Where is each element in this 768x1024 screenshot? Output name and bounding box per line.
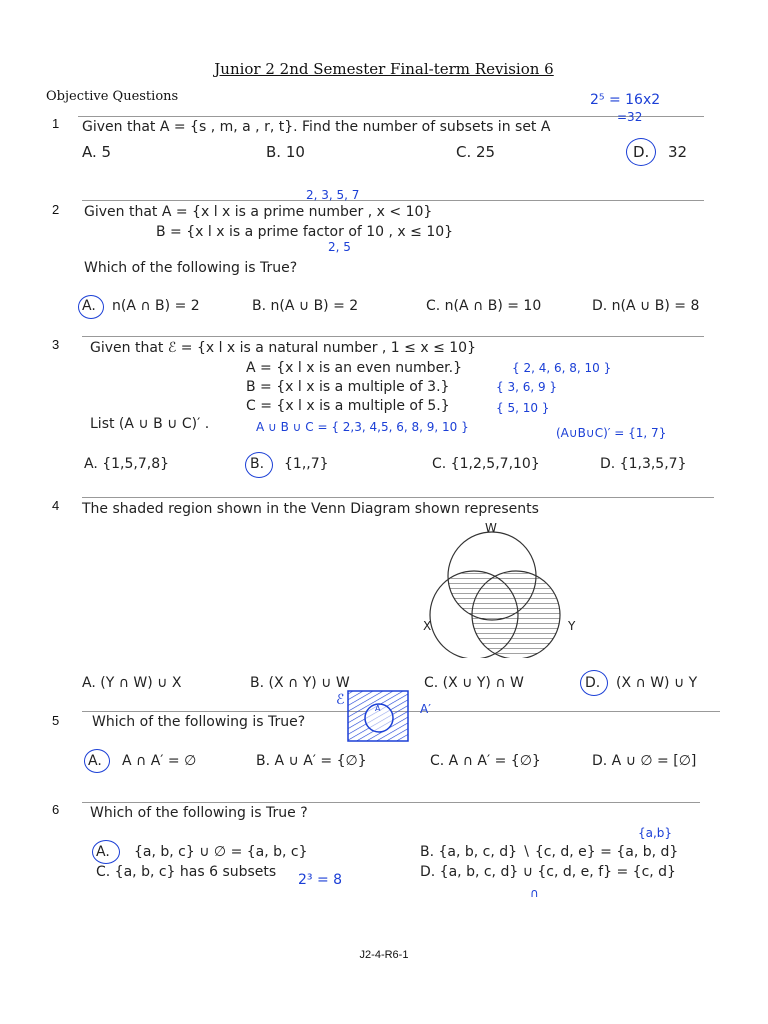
question-divider — [82, 200, 704, 201]
question-3-option-d: D. {1,3,5,7} — [600, 456, 687, 472]
question-5-option-c: C. A ∩ A′ = {∅} — [430, 753, 541, 769]
question-2-stem-line2: B = {x l x is a prime factor of 10 , x ≤ 10} — [156, 224, 454, 240]
question-3-option-b-text: {1,,7} — [284, 456, 329, 472]
question-5-option-d: D. A ∪ ∅ = [∅] — [592, 753, 697, 769]
question-number: 1 — [52, 116, 60, 131]
question-3-stem-line3: B = {x l x is a multiple of 3.} — [246, 379, 450, 395]
question-6-option-c: C. {a, b, c} has 6 subsets — [96, 864, 277, 880]
question-6-option-d: D. {a, b, c, d} ∪ {c, d, e, f} = {c, d} — [420, 864, 676, 880]
question-number: 6 — [52, 802, 60, 817]
handwritten-note: { 5, 10 } — [496, 401, 550, 415]
question-divider — [82, 802, 700, 803]
venn-label-x: X — [423, 619, 432, 633]
handwritten-note: 2, 5 — [328, 240, 351, 254]
handwritten-note: ℰ — [336, 692, 345, 708]
handwritten-note: 2⁵ = 16x2 — [590, 92, 661, 108]
handwritten-note: {a,b} — [638, 826, 673, 840]
question-1-option-a: A. 5 — [82, 143, 112, 161]
venn-label-w: W — [485, 521, 497, 535]
handwritten-note: 2, 3, 5, 7 — [306, 188, 360, 202]
question-number: 3 — [52, 337, 60, 352]
question-3-prompt: List (A ∪ B ∪ C)′ . — [90, 416, 210, 432]
handwritten-note: A ∪ B ∪ C = { 2,3, 4,5, 6, 8, 9, 10 } — [256, 420, 469, 434]
question-number: 4 — [52, 498, 60, 513]
venn-diagram — [410, 518, 610, 658]
question-divider — [78, 116, 704, 117]
question-3-option-c: C. {1,2,5,7,10} — [432, 456, 540, 472]
handwritten-note: ∩ — [530, 886, 539, 900]
question-3-stem-line4: C = {x l x is a multiple of 5.} — [246, 398, 450, 414]
handwritten-note: =32 — [617, 110, 643, 124]
question-2-stem-line1: Given that A = {x l x is a prime number , x < 10} — [84, 204, 433, 220]
question-6-option-b: B. {a, b, c, d} ∖ {c, d, e} = {a, b, d} — [420, 844, 679, 860]
question-3-stem-line2: A = {x l x is an even number.} — [246, 360, 463, 376]
page-footer: J2-4-R6-1 — [359, 949, 409, 961]
question-divider — [82, 336, 704, 337]
question-5-option-a-text: A ∩ A′ = ∅ — [122, 753, 197, 769]
set-a-label: A — [375, 704, 381, 713]
question-5-option-a-letter: A. — [88, 753, 102, 769]
question-divider — [82, 497, 714, 498]
question-3-option-a: A. {1,5,7,8} — [84, 456, 170, 472]
question-4-option-d-letter: D. — [585, 675, 601, 691]
question-3-option-b-letter: B. — [250, 456, 265, 472]
question-2-option-c: C. n(A ∩ B) = 10 — [426, 298, 542, 314]
question-2-option-a-letter: A. — [82, 298, 96, 314]
handwritten-note: { 3, 6, 9 } — [496, 380, 558, 394]
question-5-stem: Which of the following is True? — [92, 714, 306, 730]
question-6-option-a-text: {a, b, c} ∪ ∅ = {a, b, c} — [134, 844, 308, 860]
question-4-option-a: A. (Y ∩ W) ∪ X — [82, 675, 182, 691]
handwritten-venn-sketch — [346, 689, 412, 745]
question-1-option-c: C. 25 — [456, 143, 496, 161]
question-6-stem: Which of the following is True ? — [90, 805, 308, 821]
question-1-option-b: B. 10 — [266, 143, 305, 161]
question-4-option-c: C. (X ∪ Y) ∩ W — [424, 675, 524, 691]
question-4-option-b: B. (X ∩ Y) ∪ W — [250, 675, 350, 691]
question-number: 5 — [52, 713, 60, 728]
question-2-prompt: Which of the following is True? — [84, 260, 298, 276]
handwritten-note: A′ — [420, 702, 431, 716]
question-4-stem: The shaded region shown in the Venn Diagram shown represents — [82, 501, 539, 517]
question-3-stem-line1: Given that ℰ = {x l x is a natural number , 1 ≤ x ≤ 10} — [90, 340, 476, 356]
handwritten-note: { 2, 4, 6, 8, 10 } — [512, 361, 612, 375]
question-4-option-d-text: (X ∩ W) ∪ Y — [616, 675, 698, 691]
venn-label-y: Y — [568, 619, 576, 633]
question-1-stem: Given that A = {s , m, a , r, t}. Find the number of subsets in set A — [82, 119, 551, 135]
question-number: 2 — [52, 202, 60, 217]
question-1-option-d-text: 32 — [668, 143, 688, 161]
question-1-option-d-letter: D. — [633, 143, 650, 161]
question-6-option-a-letter: A. — [96, 844, 110, 860]
question-2-option-b: B. n(A ∪ B) = 2 — [252, 298, 359, 314]
section-heading: Objective Questions — [46, 89, 179, 104]
question-2-option-a-text: n(A ∩ B) = 2 — [112, 298, 200, 314]
page-title: Junior 2 2nd Semester Final-term Revision 6 — [214, 60, 554, 78]
handwritten-note: 2³ = 8 — [298, 872, 343, 888]
question-5-option-b: B. A ∪ A′ = {∅} — [256, 753, 367, 769]
question-2-option-d: D. n(A ∪ B) = 8 — [592, 298, 700, 314]
handwritten-note: (A∪B∪C)′ = {1, 7} — [556, 426, 667, 440]
